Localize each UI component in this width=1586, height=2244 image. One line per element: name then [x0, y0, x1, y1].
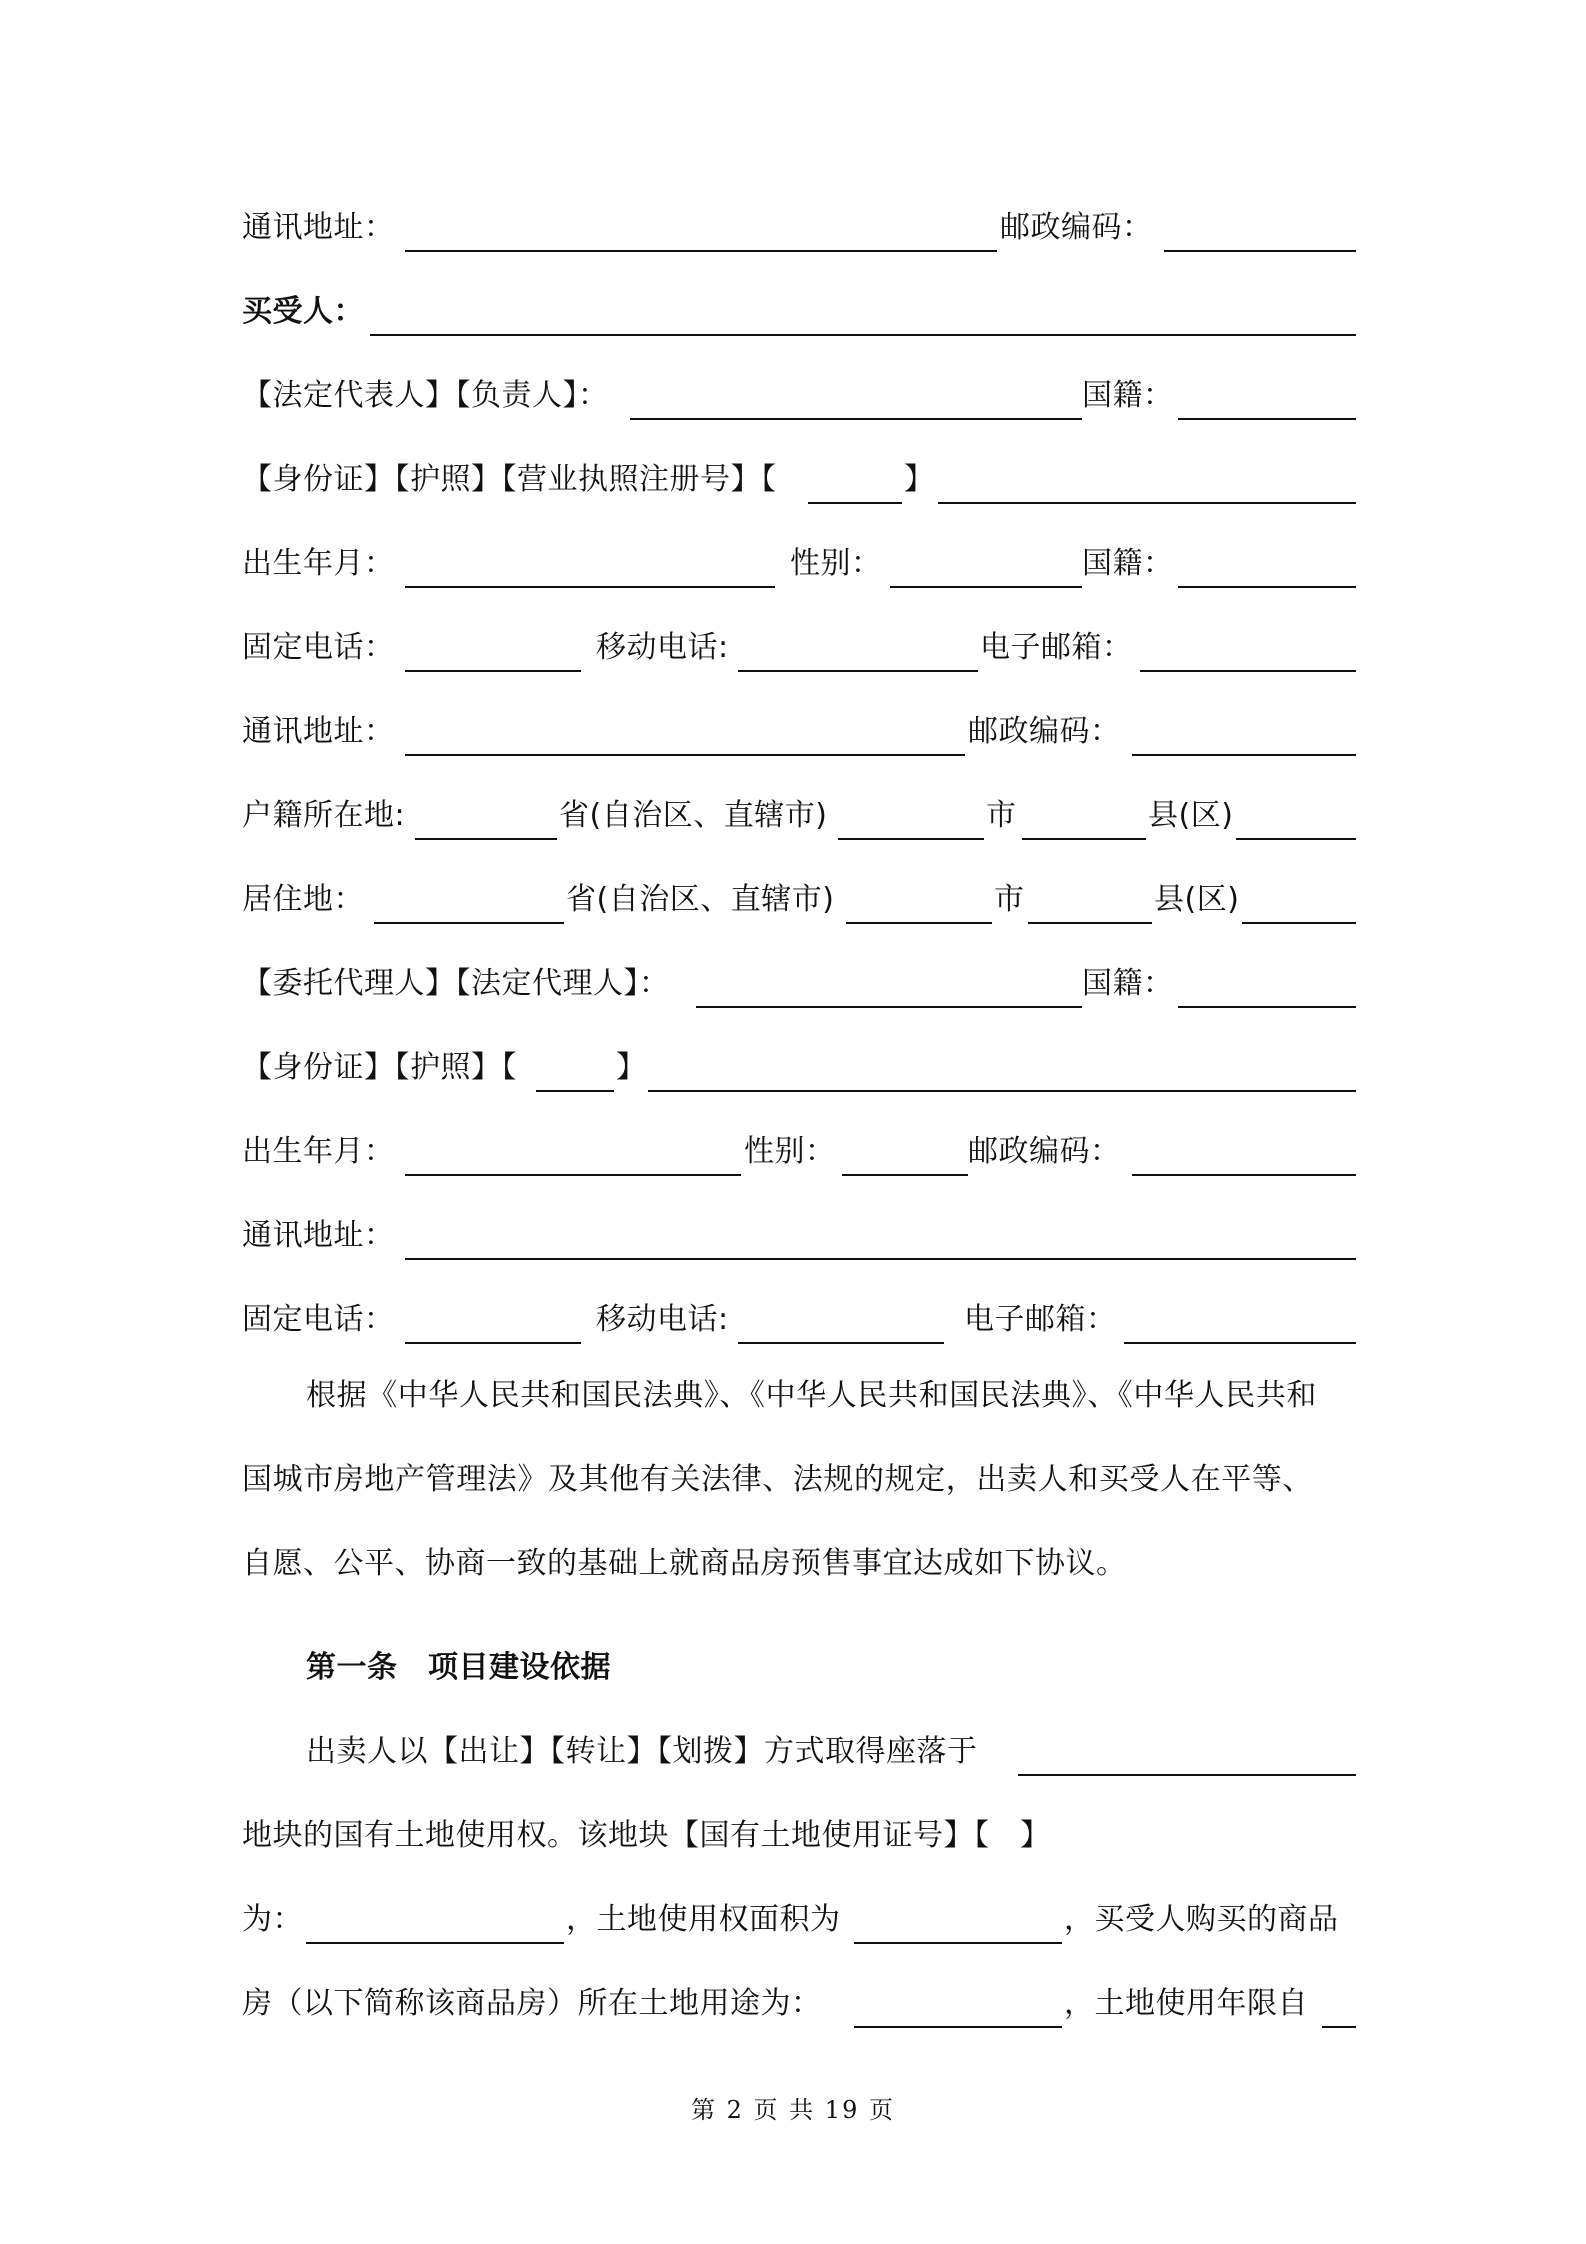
address-blank[interactable] [405, 250, 997, 252]
city-label: 市 [986, 798, 1017, 833]
agent-id-type-label: 【身份证】【护照】【 [242, 1050, 517, 1085]
id-number-blank[interactable] [938, 502, 1356, 504]
nationality-blank[interactable] [1178, 586, 1356, 588]
province-label: 省(自治区、直辖市) [559, 798, 828, 833]
nationality-label: 国籍： [1082, 966, 1174, 1001]
address-label: 通讯地址： [242, 714, 395, 749]
city-blank[interactable] [846, 922, 992, 924]
postcode-label: 邮政编码： [968, 714, 1121, 749]
land-use-blank[interactable] [854, 2026, 1062, 2028]
land-area-blank[interactable] [854, 1942, 1062, 1944]
article-line: 地块的国有土地使用权。该地块【国有土地使用证号】【 】 [242, 1818, 1051, 1853]
birth-blank[interactable] [405, 586, 775, 588]
birth-blank[interactable] [405, 1174, 741, 1176]
province-blank[interactable] [374, 922, 564, 924]
nationality-label: 国籍： [1082, 378, 1174, 413]
agent-id-type-other-blank[interactable] [536, 1090, 614, 1092]
district-blank[interactable] [1242, 922, 1356, 924]
land-cert-number-blank[interactable] [306, 1942, 564, 1944]
paragraph-line: 根据《中华人民共和国民法典》、《中华人民共和国民法典》、《中华人民共和 [306, 1378, 1317, 1413]
email-blank[interactable] [1124, 1342, 1356, 1344]
nationality-blank[interactable] [1178, 1006, 1356, 1008]
article-line: 房（以下简称该商品房）所在土地用途为： [242, 1986, 822, 2021]
id-type-label: 【身份证】【护照】【营业执照注册号】【 [242, 462, 777, 497]
county-blank[interactable] [1022, 838, 1146, 840]
article-title: 第一条 项目建设依据 [306, 1650, 611, 1685]
district-blank[interactable] [1236, 838, 1356, 840]
nationality-label: 国籍： [1082, 546, 1174, 581]
agent-id-number-blank[interactable] [648, 1090, 1356, 1092]
buyer-label: 买受人： [242, 294, 364, 329]
gender-blank[interactable] [890, 586, 1082, 588]
city-label: 市 [994, 882, 1025, 917]
paragraph-line: 自愿、公平、协商一致的基础上就商品房预售事宜达成如下协议。 [242, 1546, 1127, 1581]
birth-label: 出生年月： [242, 546, 395, 581]
mobile-label: 移动电话: [596, 1302, 729, 1337]
gender-label: 性别： [744, 1134, 836, 1169]
id-type-other-blank[interactable] [808, 502, 902, 504]
county-label: 县(区) [1148, 798, 1234, 833]
landline-blank[interactable] [405, 670, 581, 672]
article-line: 出卖人以【出让】【转让】【划拨】方式取得座落于 [306, 1734, 978, 1769]
birth-label: 出生年月： [242, 1134, 395, 1169]
agent-blank[interactable] [696, 1006, 1082, 1008]
county-blank[interactable] [1028, 922, 1152, 924]
postcode-blank[interactable] [1164, 250, 1356, 252]
landline-blank[interactable] [405, 1342, 581, 1344]
province-label: 省(自治区、直辖市) [566, 882, 835, 917]
gender-label: 性别： [790, 546, 882, 581]
landline-label: 固定电话： [242, 1302, 395, 1337]
city-blank[interactable] [838, 838, 984, 840]
county-label: 县(区) [1154, 882, 1240, 917]
mobile-blank[interactable] [738, 670, 978, 672]
agent-id-type-close: 】 [616, 1050, 647, 1085]
page-number: 第 2 页 共 19 页 [691, 2096, 895, 2124]
nationality-blank[interactable] [1178, 418, 1356, 420]
province-blank[interactable] [415, 838, 557, 840]
legal-rep-blank[interactable] [630, 418, 1082, 420]
household-label: 户籍所在地: [242, 798, 406, 833]
land-term-blank[interactable] [1322, 2026, 1356, 2028]
postcode-label: 邮政编码： [1000, 210, 1153, 245]
email-blank[interactable] [1140, 670, 1356, 672]
mobile-label: 移动电话: [596, 630, 729, 665]
location-blank[interactable] [1018, 1774, 1356, 1776]
address-label: 通讯地址： [242, 210, 395, 245]
article-line: ，买受人购买的商品 [1064, 1902, 1339, 1937]
postcode-label: 邮政编码： [968, 1134, 1121, 1169]
legal-rep-label: 【法定代表人】【负责人】： [242, 378, 609, 413]
mobile-blank[interactable] [738, 1342, 944, 1344]
postcode-blank[interactable] [1132, 754, 1356, 756]
email-label: 电子邮箱： [964, 1302, 1117, 1337]
address-blank[interactable] [405, 754, 965, 756]
agent-label: 【委托代理人】【法定代理人】： [242, 966, 670, 1001]
article-line: ，土地使用年限自 [1064, 1986, 1308, 2021]
landline-label: 固定电话： [242, 630, 395, 665]
email-label: 电子邮箱： [980, 630, 1133, 665]
postcode-blank[interactable] [1132, 1174, 1356, 1176]
article-line: ，土地使用权面积为 [566, 1902, 841, 1937]
paragraph-line: 国城市房地产管理法》及其他有关法律、法规的规定，出卖人和买受人在平等、 [242, 1462, 1313, 1497]
gender-blank[interactable] [842, 1174, 968, 1176]
address-label: 通讯地址： [242, 1218, 395, 1253]
id-type-close: 】 [904, 462, 935, 497]
article-line: 为： [242, 1902, 303, 1937]
buyer-blank[interactable] [370, 334, 1356, 336]
residence-label: 居住地： [242, 882, 364, 917]
address-blank[interactable] [405, 1258, 1356, 1260]
